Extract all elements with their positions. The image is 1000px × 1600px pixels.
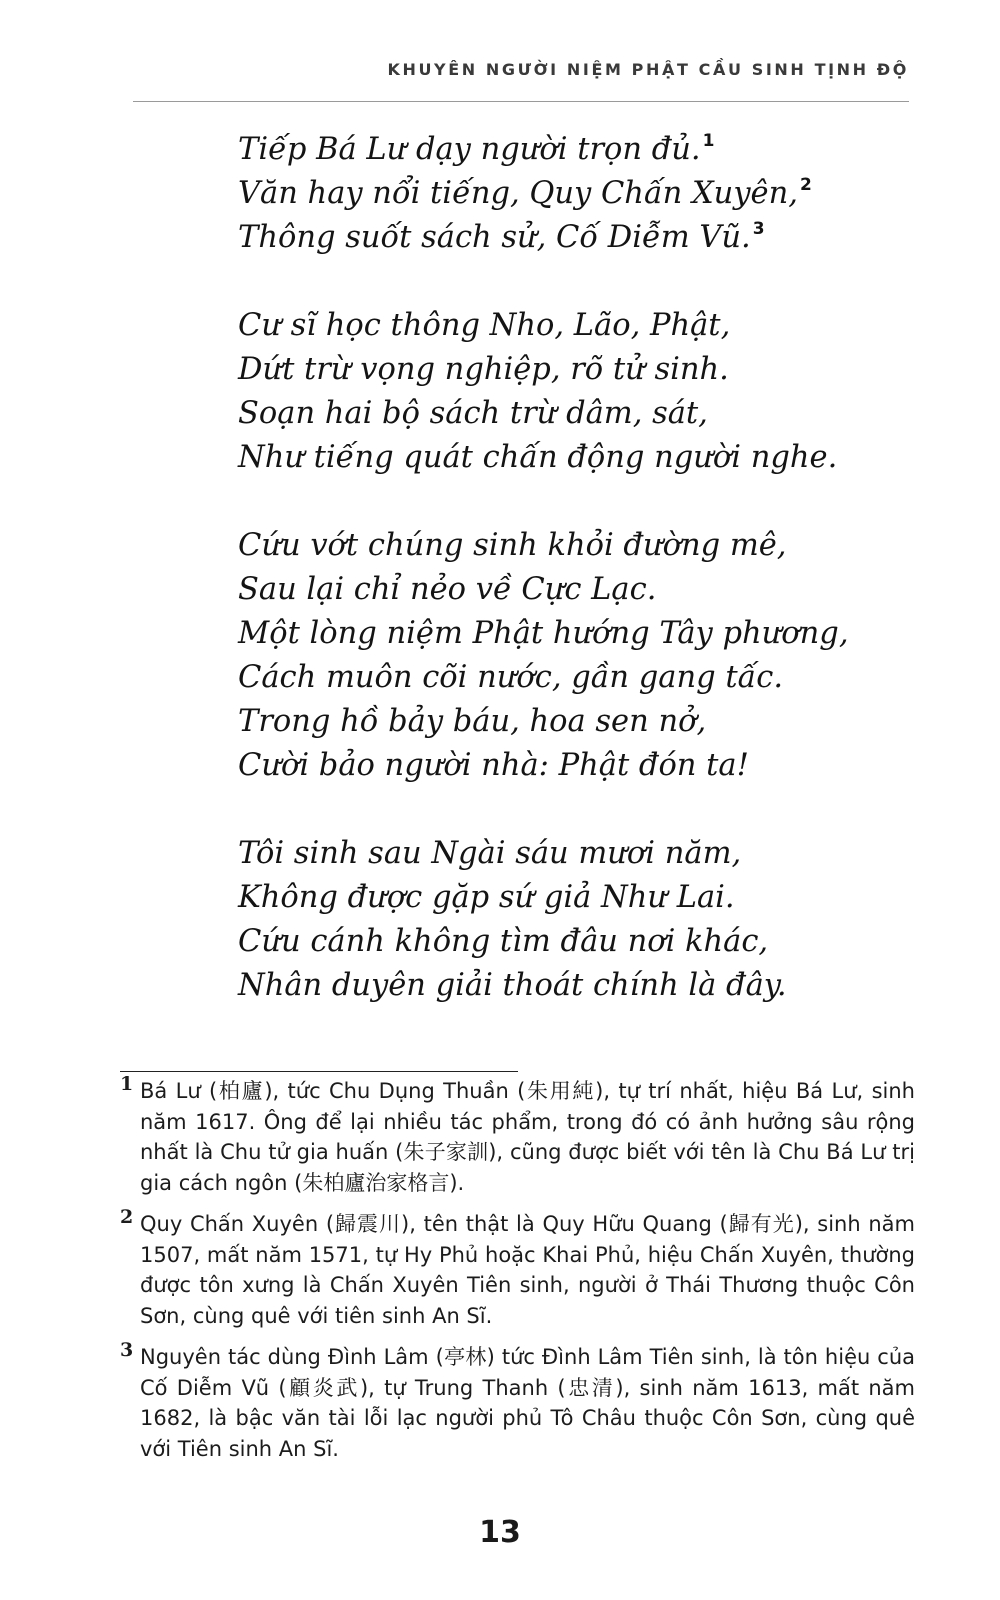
footnotes: [120, 1073, 915, 1475]
poem-line: Nhân duyên giải thoát chính là đây.: [238, 968, 787, 1003]
footnote-2: [120, 1206, 915, 1331]
poem-line-text: Văn hay nổi tiếng, Quy Chấn Xuyên,: [238, 176, 798, 211]
footnote-separator: [120, 1071, 518, 1072]
poem-line-text: Tiếp Bá Lư dạy người trọn đủ.: [238, 132, 701, 167]
footnote-text: Quy Chấn Xuyên (歸震川), tên thật là Quy Hữu Quang (歸有光), sinh năm 1507, mất năm 1571, tự Hy Phủ hoặc Khai Phủ, hiệu Chấn Xuyên, thường được tôn xưng là Chấn Xuyên Tiên sinh, người ở Thái Thương thuộc Côn Sơn, cùng quê với tiên sinh An Sĩ.: [140, 1212, 915, 1328]
poem-line: Soạn hai bộ sách trừ dâm, sát,: [238, 396, 708, 431]
poem-line: Như tiếng quát chấn động người nghe.: [238, 440, 838, 475]
poem-line: [238, 216, 928, 260]
poem-line: [238, 128, 928, 172]
footnote-ref[interactable]: 3: [752, 218, 765, 239]
poem-line: Sau lại chỉ nẻo về Cực Lạc.: [238, 572, 657, 607]
poem-stanza-1: [238, 128, 928, 260]
poem-stanza-4: [238, 832, 928, 1008]
poem-line-text: Thông suốt sách sử, Cố Diễm Vũ.: [238, 220, 751, 255]
poem-line: Cứu vớt chúng sinh khỏi đường mê,: [238, 528, 787, 563]
poem-line: Một lòng niệm Phật hướng Tây phương,: [238, 616, 849, 651]
footnote-mark: 2: [120, 1206, 134, 1228]
footnote-text: Nguyên tác dùng Đình Lâm (亭林) tức Đình Lâm Tiên sinh, là tôn hiệu của Cố Diễm Vũ (顧炎武), tự Trung Thanh (忠清), sinh năm 1613, mất năm 1682, là bậc văn tài lỗi lạc người phủ Tô Châu thuộc Côn Sơn, cùng quê với Tiên sinh An Sĩ.: [140, 1345, 915, 1461]
poem: [238, 128, 928, 1008]
poem-stanza-3: [238, 524, 928, 788]
footnote-text: Bá Lư (柏廬), tức Chu Dụng Thuần (朱用純), tự trí nhất, hiệu Bá Lư, sinh năm 1617. Ông để lại nhiều tác phẩm, trong đó có ảnh hưởng sâu rộng nhất là Chu tử gia huấn (朱子家訓), cũng được biết với tên là Chu Bá Lư trị gia cách ngôn (朱柏廬治家格言).: [140, 1079, 915, 1195]
footnote-ref[interactable]: 2: [799, 174, 812, 195]
header-rule: [133, 101, 909, 102]
poem-line: Trong hồ bảy báu, hoa sen nở,: [238, 704, 707, 739]
poem-line: Không được gặp sứ giả Như Lai.: [238, 880, 735, 915]
poem-line: Dứt trừ vọng nghiệp, rõ tử sinh.: [238, 352, 729, 387]
poem-line: Cứu cánh không tìm đâu nơi khác,: [238, 924, 769, 959]
poem-line: Tôi sinh sau Ngài sáu mươi năm,: [238, 836, 742, 871]
poem-line: [238, 172, 928, 216]
running-header: KHUYÊN NGƯỜI NIỆM PHẬT CẦU SINH TỊNH ĐỘ: [387, 60, 909, 79]
footnote-mark: 1: [120, 1073, 134, 1095]
poem-line: Cư sĩ học thông Nho, Lão, Phật,: [238, 308, 731, 343]
footnote-3: [120, 1339, 915, 1464]
page-number: 13: [479, 1515, 521, 1550]
footnote-1: [120, 1073, 915, 1198]
footnote-mark: 3: [120, 1339, 134, 1361]
poem-line: Cười bảo người nhà: Phật đón ta!: [238, 748, 749, 783]
footnote-ref[interactable]: 1: [702, 130, 715, 151]
poem-line: Cách muôn cõi nước, gần gang tấc.: [238, 660, 784, 695]
poem-stanza-2: [238, 304, 928, 480]
